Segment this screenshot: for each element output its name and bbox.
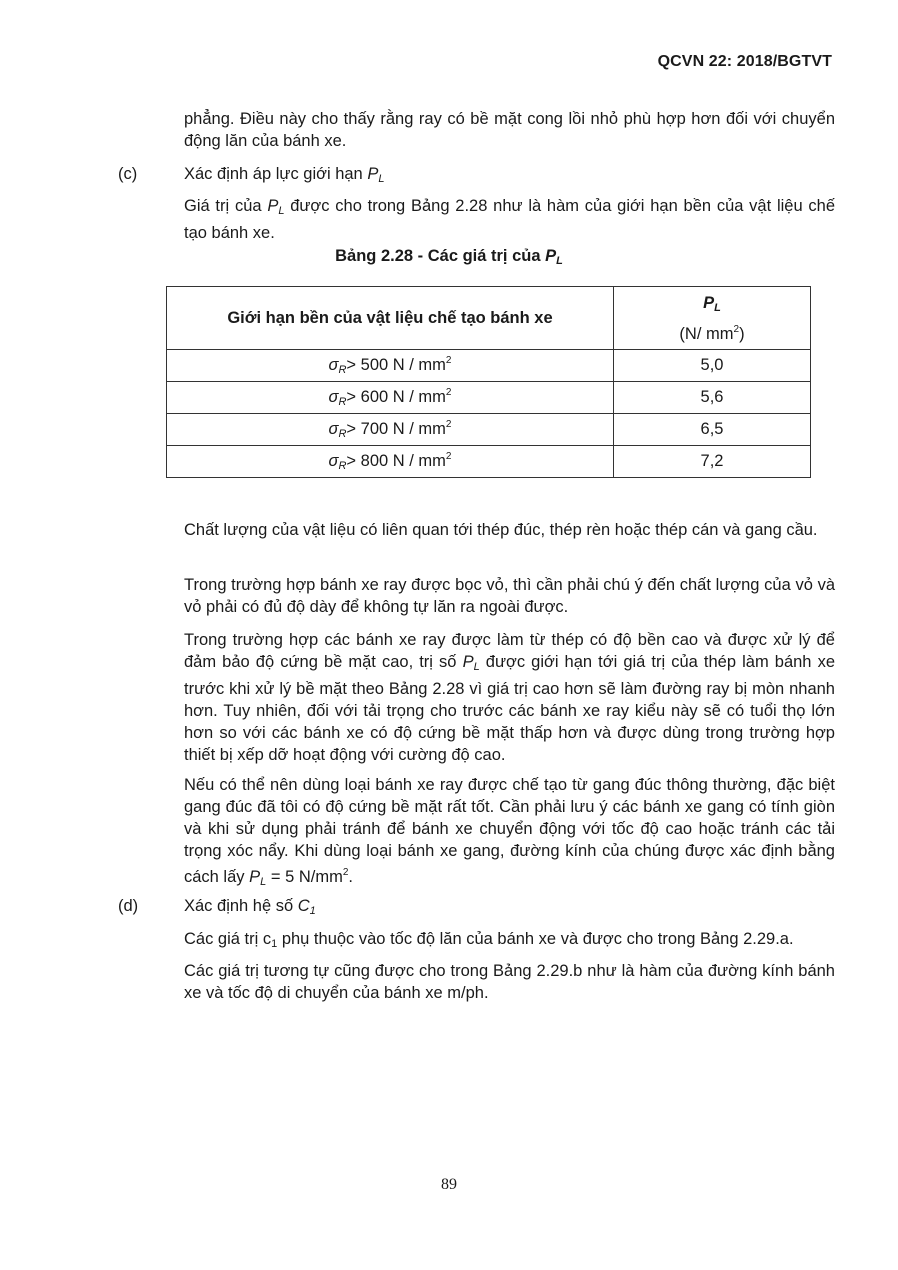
paragraph-cast-iron: Nếu có thể nên dùng loại bánh xe ray được chế tạo từ gang đúc thông thường, đặc biệt gang đúc đã tôi có độ cứng bề mặt rất tốt. Cần phải lưu ý các bánh xe gang có tính giòn và khi sử dụng phải tránh để bánh xe chuyển động với tốc độ cao hoặc tránh các tải trọng xóc nẩy. Khi dùng loại bánh xe gang, đường kính của chúng được xác định bằng cách lấy $P_L = 5$ $N/mm^2$.: [184, 776, 835, 888]
section-d-description-1: Các giá trị $c_1$ phụ thuộc vào tốc độ lăn của bánh xe và được cho trong Bảng 2.29.a.: [184, 930, 794, 950]
table-cell-value: 7,2: [614, 446, 811, 478]
table-title: Bảng 2.28 - Các giá trị của $P_L$: [335, 247, 563, 267]
section-c-label: (c): [118, 165, 138, 183]
paragraph-material-quality: Chất lượng của vật liệu có liên quan tới thép đúc, thép rèn hoặc thép cán và gang cầu.: [184, 521, 818, 539]
table-row: [167, 446, 811, 478]
table-cell-condition: $\sigma_R> 600$ N / $mm^2$: [167, 382, 614, 414]
document-code: QCVN 22: 2018/BGTVT: [657, 53, 832, 70]
section-d-label: (d): [118, 897, 139, 915]
table-row: [167, 414, 811, 446]
table-cell-value: 6,5: [614, 414, 811, 446]
page-number: 89: [441, 1176, 457, 1193]
section-c-title: Xác định áp lực giới hạn $P_L$: [184, 165, 385, 185]
table-row: [167, 382, 811, 414]
section-d-title: Xác định hệ số $C_1$: [184, 897, 316, 917]
table-header-material: Giới hạn bền của vật liệu chế tạo bánh xe: [167, 287, 614, 350]
table-row: [167, 350, 811, 382]
table-cell-condition: $\sigma_R> 700$ N / $mm^2$: [167, 414, 614, 446]
paragraph-high-strength-steel: Trong trường hợp các bánh xe ray được làm từ thép có độ bền cao và được xử lý để đảm bảo độ cứng bề mặt cao, trị số $P_L$ được giới hạn tới giá trị của thép làm bánh xe trước khi xử lý bề mặt theo Bảng 2.28 vì giá trị cao hơn sẽ làm đường ray bị mòn nhanh hơn. Tuy nhiên, đối với tải trọng cho trước các bánh xe ray kiểu này sẽ có tuổi thọ lớn hơn so với các bánh xe có độ cứng bề mặt thấp hơn và được dùng trong trường hợp thiết bị xếp dỡ hoạt động với cường độ cao.: [184, 631, 835, 764]
table-cell-value: 5,0: [614, 350, 811, 382]
table-cell-condition: $\sigma_R> 800$ N / $mm^2$: [167, 446, 614, 478]
paragraph-coated-wheel: Trong trường hợp bánh xe ray được bọc vỏ, thì cần phải chú ý đến chất lượng của vỏ và vỏ phải có đủ độ dày để không tự lăn ra ngoài được.: [184, 576, 835, 616]
section-d-description-2: Các giá trị tương tự cũng được cho trong Bảng 2.29.b như là hàm của đường kính bánh xe và tốc độ di chuyển của bánh xe m/ph.: [184, 962, 835, 1002]
section-c-description: Giá trị của $P_L$ được cho trong Bảng 2.28 như là hàm của giới hạn bền của vật liệu chế tạo bánh xe.: [184, 197, 835, 242]
table-cell-condition: $\sigma_R> 500$ N / $mm^2$: [167, 350, 614, 382]
pl-values-table: [166, 286, 811, 478]
table-cell-value: 5,6: [614, 382, 811, 414]
intro-paragraph: phẳng. Điều này cho thấy rằng ray có bề mặt cong lồi nhỏ phù hợp hơn đối với chuyển động lăn của bánh xe.: [184, 110, 835, 150]
table-header-pl: $P_L$ (N/ $mm^2$): [614, 287, 811, 350]
